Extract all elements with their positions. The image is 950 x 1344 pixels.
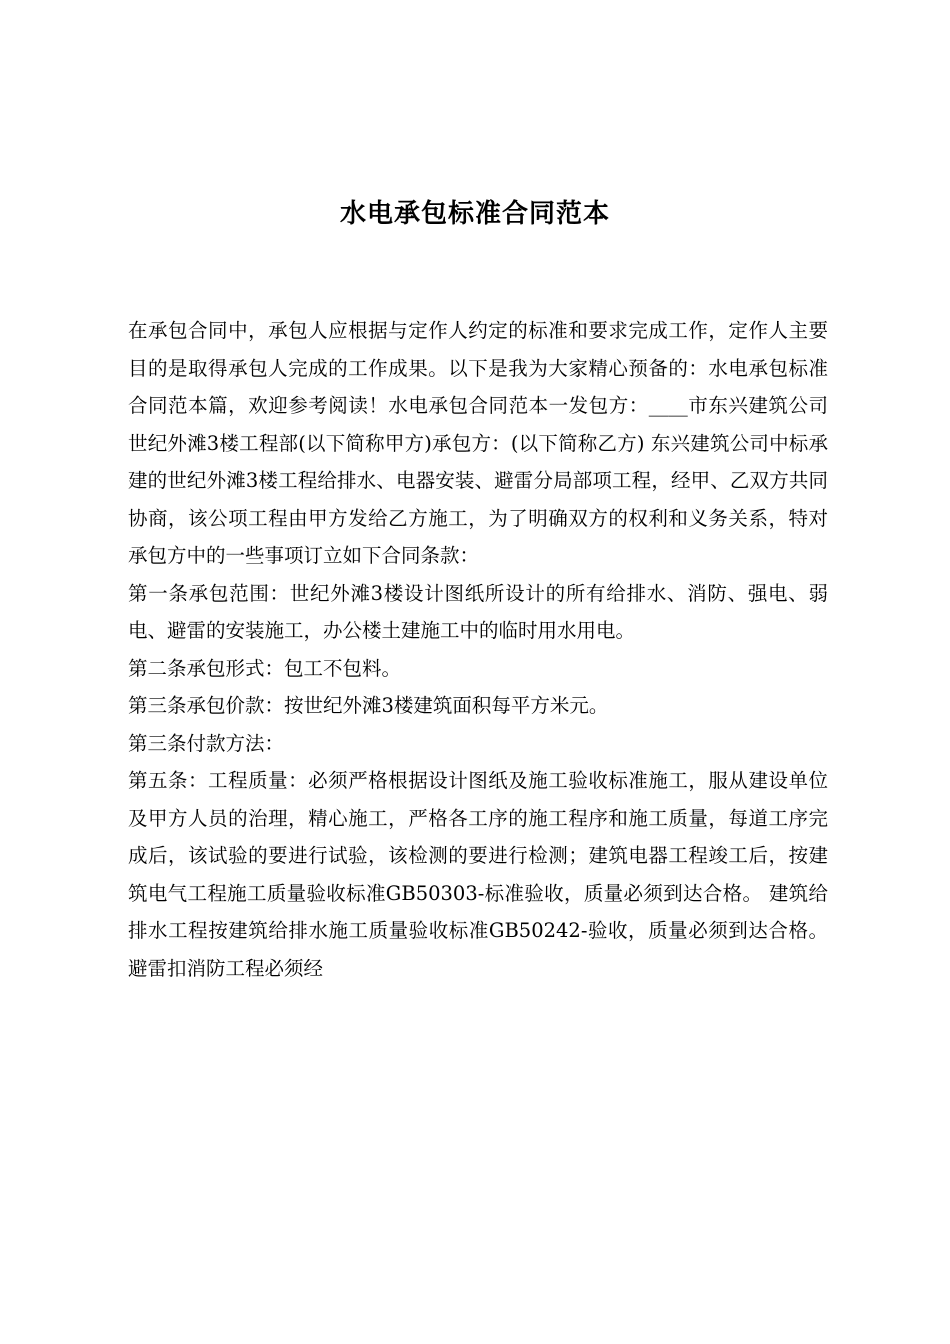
clause-price: 第三条承包价款：按世纪外滩3楼建筑面积每平方米元。 [128, 694, 609, 717]
document-title: 水电承包标准合同范本 [339, 199, 610, 229]
intro-paragraph: 在承包合同中，承包人应根据与定作人约定的标准和要求完成工作，定作人主要目的是取得承包人完成的工作成果。以下是我为大家精心预备的：水电承包标准合同范本篇，欢迎参考阅读！水电承包合同范本一发包方：____市东兴建筑公司世纪外滩3楼工程部(以下简称甲方)承包方：(以下简称乙方) 东兴建筑公司中标承建的世纪外滩3楼工程给排水、电器安装、避雷分局部项工程，经甲、乙双方共同协商，该公项工程由甲方发给乙方施工，为了明确双方的权利和义务关系，特对承包方中的一些事项订立如下合同条款： [128, 319, 828, 567]
clause-scope: 第一条承包范围：世纪外滩3楼设计图纸所设计的所有给排水、消防、强电、弱电、避雷的安装施工，办公楼土建施工中的临时用水用电。 [128, 581, 828, 642]
clause-form: 第二条承包形式：包工不包料。 [128, 656, 402, 680]
clause-payment: 第三条付款方法： [128, 731, 285, 755]
document-body [128, 312, 828, 987]
clause-quality: 第五条：工程质量：必须严格根据设计图纸及施工验收标准施工，服从建设单位及甲方人员的治理，精心施工，严格各工序的施工程序和施工质量，每道工序完成后，该试验的要进行试验，该检测的要进行检测；建筑电器工程竣工后，按建筑电气工程施工质量验收标准GB50303-标准验收，质量必须到达合格。 建筑给排水工程按建筑给排水施工质量验收标准GB50242-验收，质量必须到达合格。 避雷扣消防工程必须经 [128, 769, 828, 980]
